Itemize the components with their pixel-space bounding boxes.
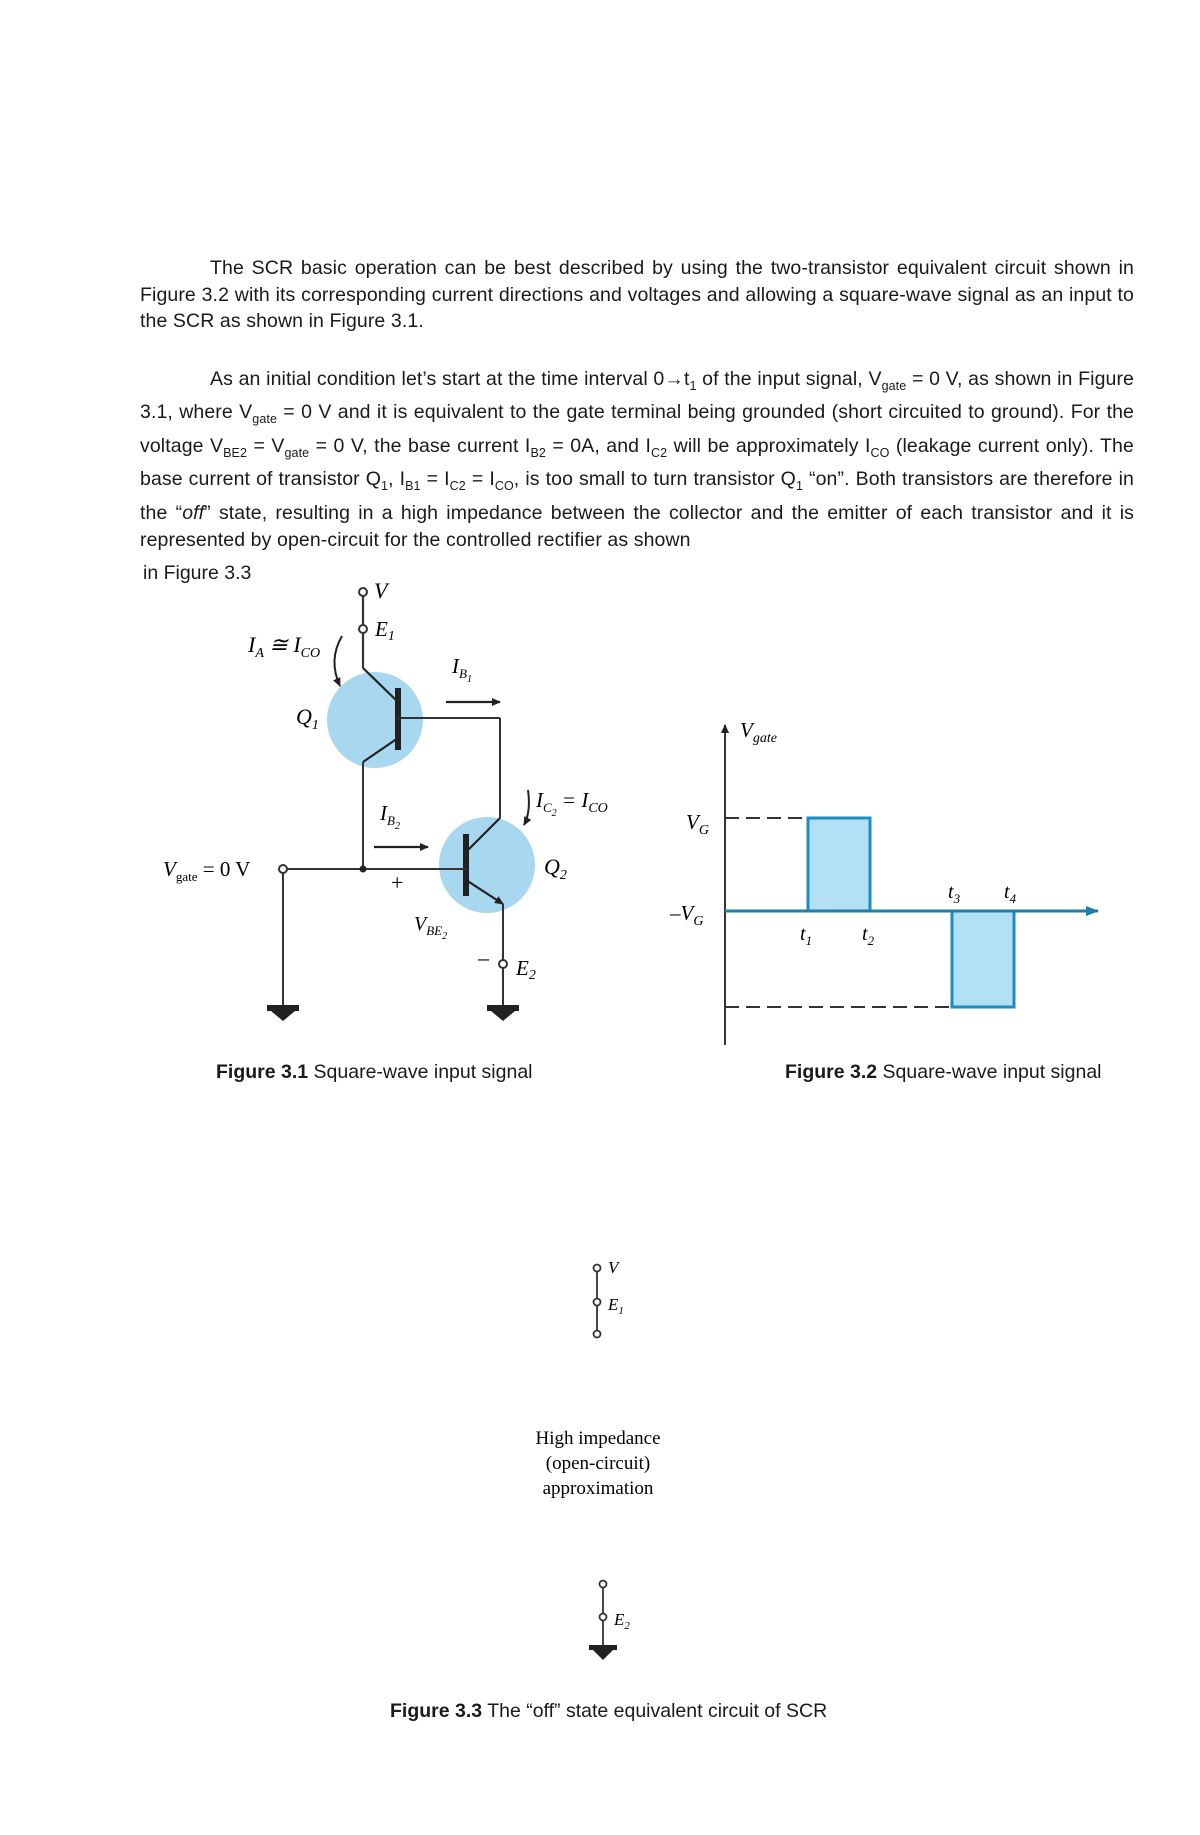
p2-em: off <box>182 501 205 524</box>
p2-sub: C2 <box>449 479 466 494</box>
label-v: V <box>374 578 388 603</box>
paragraph-intro-text: The SCR basic operation can be best described by using the two-transistor equivalent circuit shown in Figure 3.2 with its corresponding current directions and voltages and allowing a square-wave signal as an input to the SCR as shown in Figure 3.1. <box>140 257 1134 333</box>
label-t2: $t_2$ <box>862 923 875 948</box>
p2-sub: gate <box>881 378 907 393</box>
ground-e2-icon <box>487 1005 519 1011</box>
oc-label-e2: $E_2$ <box>614 1610 630 1632</box>
negative-pulse <box>952 911 1014 1007</box>
ia-arrow <box>334 636 342 686</box>
caption-figure-3-1 <box>216 1061 533 1084</box>
terminal-v <box>359 588 367 596</box>
p2-sub: gate <box>284 445 310 460</box>
p2-seg: = I <box>420 468 450 491</box>
p2-seg: = 0 V, as shown in Figure 3.1, where V <box>140 368 1134 424</box>
label-ib1: $I_B1$ <box>452 654 472 685</box>
p2-seg: will be approximately I <box>667 434 871 457</box>
label-q1: $Q_1$ <box>296 704 319 733</box>
caption-label: Figure 3.2 <box>785 1061 878 1083</box>
p2-seg: “on”. Both transistors are therefore in the “ <box>140 468 1134 524</box>
label-q2: $Q_2$ <box>544 854 567 883</box>
label-ic2-ico: $I_C2 = I_{CO}$ <box>536 788 608 819</box>
junction-node <box>360 866 367 873</box>
label-vgate-axis: $V_{gate}$ <box>740 718 777 746</box>
p2-seg: = 0 V, the base current I <box>309 434 531 457</box>
figure-3-3-open-circuit <box>535 1258 660 1660</box>
p2-seg: As an initial condition let’s start at the time interval 0→t <box>210 368 690 390</box>
p2-seg: , I <box>388 468 406 491</box>
p2-sub: CO <box>494 479 514 494</box>
label-ia-ico: $I_A$ ≅ $I_{CO}$ <box>248 632 321 661</box>
p2-seg: = I <box>465 468 495 491</box>
p2-seg: ” state, resulting in a high impedance between the collector and the emitter of each transistor and it is represented by open-circuit for the controlled rectifier as shown <box>140 501 1134 551</box>
oc-terminal-e2 <box>600 1614 607 1621</box>
ground-gate-icon <box>267 1005 299 1011</box>
label-t3: $t_3$ <box>948 881 961 906</box>
p2-seg: of the input signal, V <box>696 368 882 390</box>
label-t4: $t_4$ <box>1004 881 1017 906</box>
oc-terminal-e1 <box>594 1299 601 1306</box>
caption-label: Figure 3.1 <box>216 1061 309 1083</box>
oc-note-line1: High impedance <box>535 1428 661 1449</box>
figure-3-2-waveform <box>669 718 1098 1045</box>
terminal-e2 <box>499 960 507 968</box>
oc-open-end-top <box>594 1331 601 1338</box>
p2-sub: 1 <box>795 479 804 494</box>
label-vbe2: $V_{BE2}$ <box>414 913 448 942</box>
oc-note-line3: approximation <box>542 1478 654 1499</box>
label-vg: $V_G$ <box>686 810 709 838</box>
p2-seg: = 0A, and I <box>545 434 652 457</box>
caption-label: Figure 3.3 <box>390 1700 483 1722</box>
terminal-gate <box>279 865 287 873</box>
label-t1: $t_1$ <box>800 923 813 948</box>
p2-sub: B2 <box>530 445 546 460</box>
label-vgate: $V_{gate} = 0$ V <box>163 857 251 884</box>
positive-pulse <box>808 818 870 911</box>
figure-3-1-circuit <box>163 578 608 1021</box>
caption-figure-3-3 <box>390 1700 827 1723</box>
label-plus: + <box>391 870 404 895</box>
p2-sub: CO <box>870 445 890 460</box>
oc-open-end-bottom <box>600 1581 607 1588</box>
oc-note-line2: (open-circuit) <box>545 1453 651 1474</box>
p2-sub: BE2 <box>223 445 248 460</box>
label-minus: – <box>478 945 489 970</box>
label-e2: E2 <box>516 956 536 983</box>
figure-lead-text: in Figure 3.3 <box>143 562 252 584</box>
p2-sub: 1 <box>689 378 697 393</box>
caption-figure-3-2 <box>785 1061 1102 1084</box>
terminal-e1 <box>359 625 367 633</box>
p2-seg: = 0 V and it is equivalent to the gate terminal being grounded (short circuited to ground). For the voltage V <box>140 401 1134 457</box>
caption-text: Square-wave input signal <box>877 1061 1102 1083</box>
p2-seg: = V <box>247 434 285 457</box>
ic2-arrow <box>524 790 529 825</box>
oc-label-v: V <box>608 1258 619 1277</box>
caption-text: Square-wave input signal <box>308 1061 533 1083</box>
label-e1: E1 <box>375 617 395 644</box>
p2-seg: , is too small to turn transistor Q <box>513 468 796 491</box>
oc-label-e1: $E_1$ <box>608 1295 624 1317</box>
p2-sub: B1 <box>405 479 421 494</box>
oc-terminal-v <box>594 1265 601 1272</box>
p2-seg: (leakage current only). The base current of transistor Q <box>140 434 1134 491</box>
p2-sub: 1 <box>381 479 389 494</box>
caption-text: The “off” state equivalent circuit of SCR <box>482 1700 828 1722</box>
p2-sub: gate <box>252 412 277 427</box>
oc-ground-icon <box>589 1645 617 1650</box>
p2-sub: C2 <box>651 445 668 460</box>
label-neg-vg: $-V_G$ <box>670 901 704 929</box>
label-ib2: $I_B2$ <box>380 801 400 832</box>
